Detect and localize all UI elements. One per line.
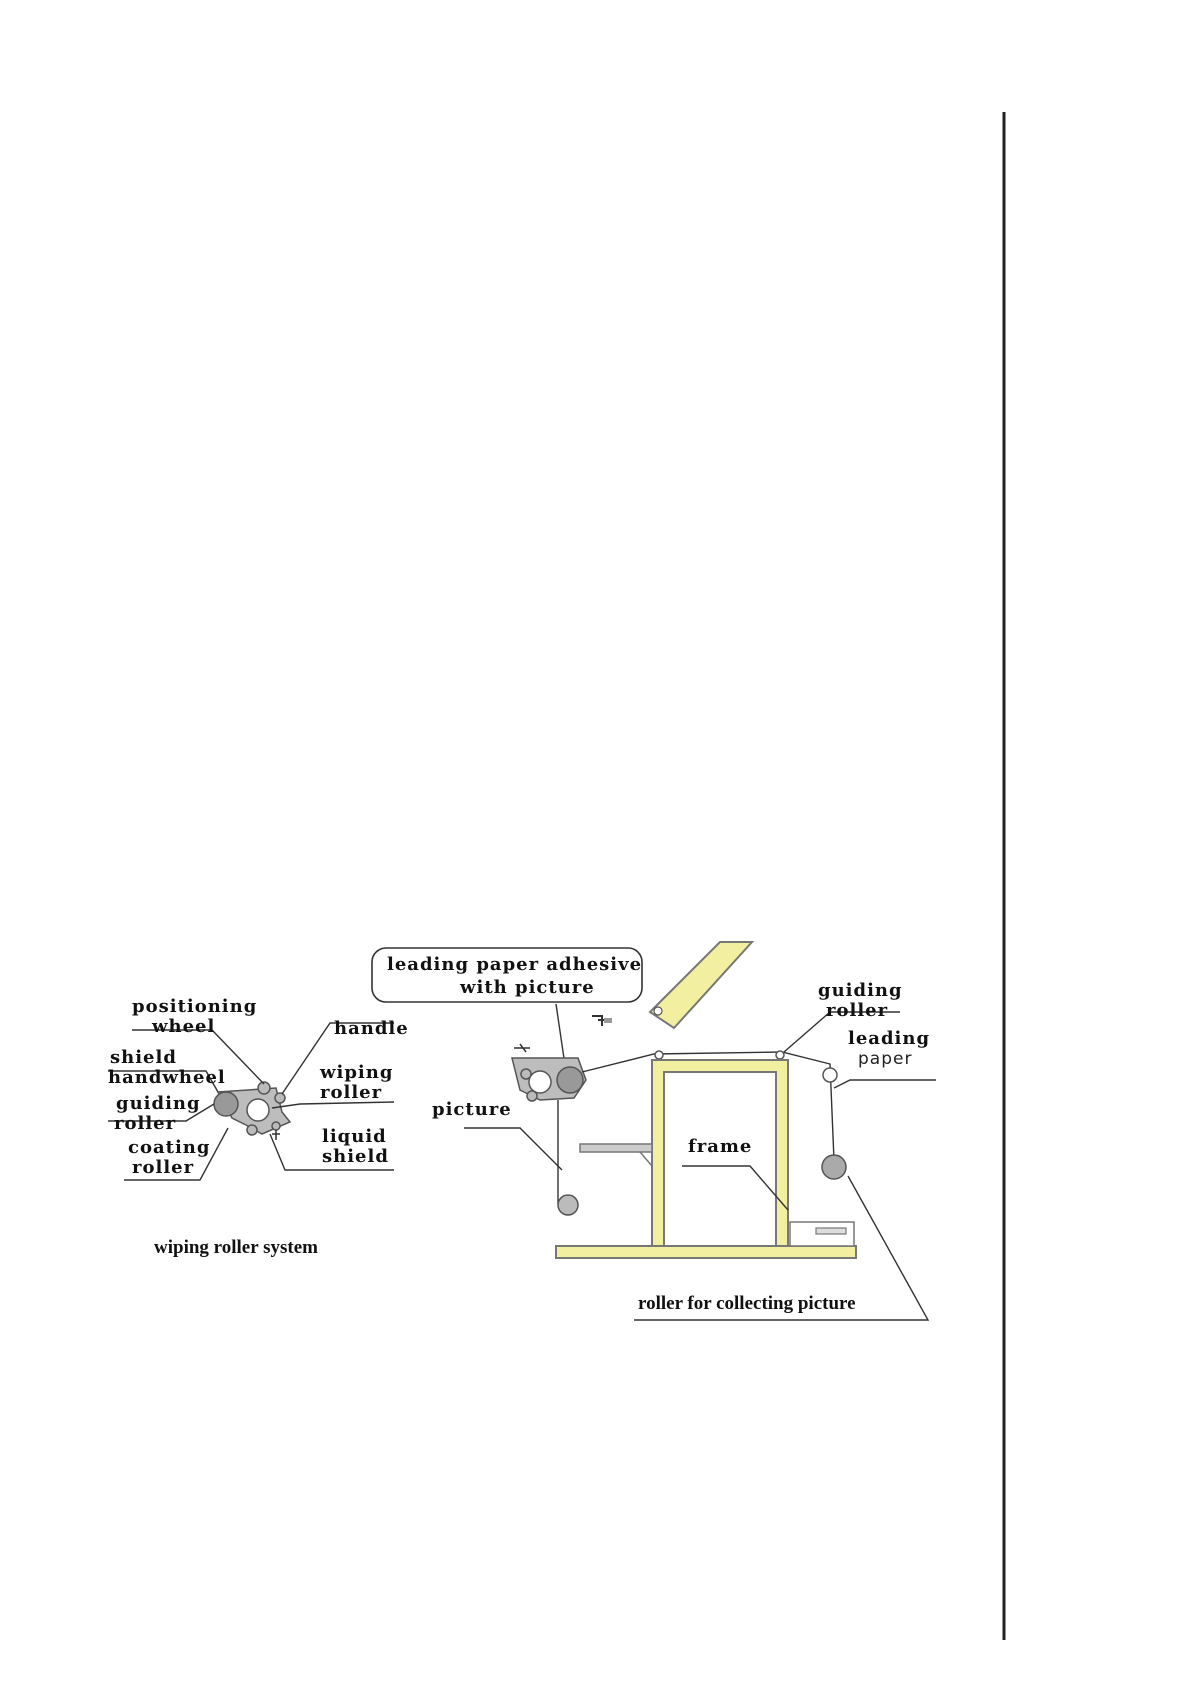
label-picture: picture (432, 1099, 512, 1120)
label-frame: frame (688, 1136, 753, 1157)
label-guiding-right: guiding (818, 980, 903, 1001)
label-leading-paper-adhesive: leading paper adhesive (387, 954, 643, 975)
upper-roller-unit (512, 1044, 586, 1101)
guiding-roller-b (776, 1051, 784, 1059)
label-positioning: positioning (132, 996, 258, 1017)
picture-roller (558, 1195, 578, 1215)
label-leading: leading (848, 1028, 931, 1049)
left-tray (580, 1144, 652, 1152)
label-wiping-roller: roller (320, 1082, 383, 1103)
label-wiping: wiping (320, 1062, 394, 1083)
label-shield-2: shield (322, 1146, 389, 1167)
unit-main-roller (557, 1067, 583, 1093)
guiding-roller-a (655, 1051, 663, 1059)
label-handle: handle (334, 1018, 409, 1039)
small-tool-icon (592, 1016, 612, 1026)
wiping-roller-wheel (247, 1099, 269, 1121)
label-guiding-left: guiding (116, 1093, 201, 1114)
liquid-shield-knob (272, 1122, 280, 1130)
label-paper: paper (858, 1049, 913, 1069)
label-roller-right: roller (826, 1000, 889, 1021)
label-with-picture: with picture (460, 977, 595, 998)
guiding-roller-left-wheel (214, 1092, 238, 1116)
collecting-roller (822, 1155, 846, 1179)
caption-wiping-roller-system: wiping roller system (154, 1237, 318, 1258)
label-roller-for-collecting: roller for collecting picture (638, 1293, 856, 1314)
label-roller-left: roller (114, 1113, 177, 1134)
wiping-roller-unit (214, 1082, 290, 1140)
handle-knob (275, 1093, 285, 1103)
label-coating: coating (128, 1137, 211, 1158)
label-shield: shield (110, 1047, 177, 1068)
leading-paper-roller (823, 1068, 837, 1082)
label-liquid: liquid (322, 1126, 387, 1147)
adhesive-strip (650, 942, 752, 1028)
coating-roller-wheel (247, 1125, 257, 1135)
label-wheel: wheel (152, 1016, 216, 1037)
label-coating-roller: roller (132, 1157, 195, 1178)
label-handwheel: handwheel (108, 1067, 226, 1088)
